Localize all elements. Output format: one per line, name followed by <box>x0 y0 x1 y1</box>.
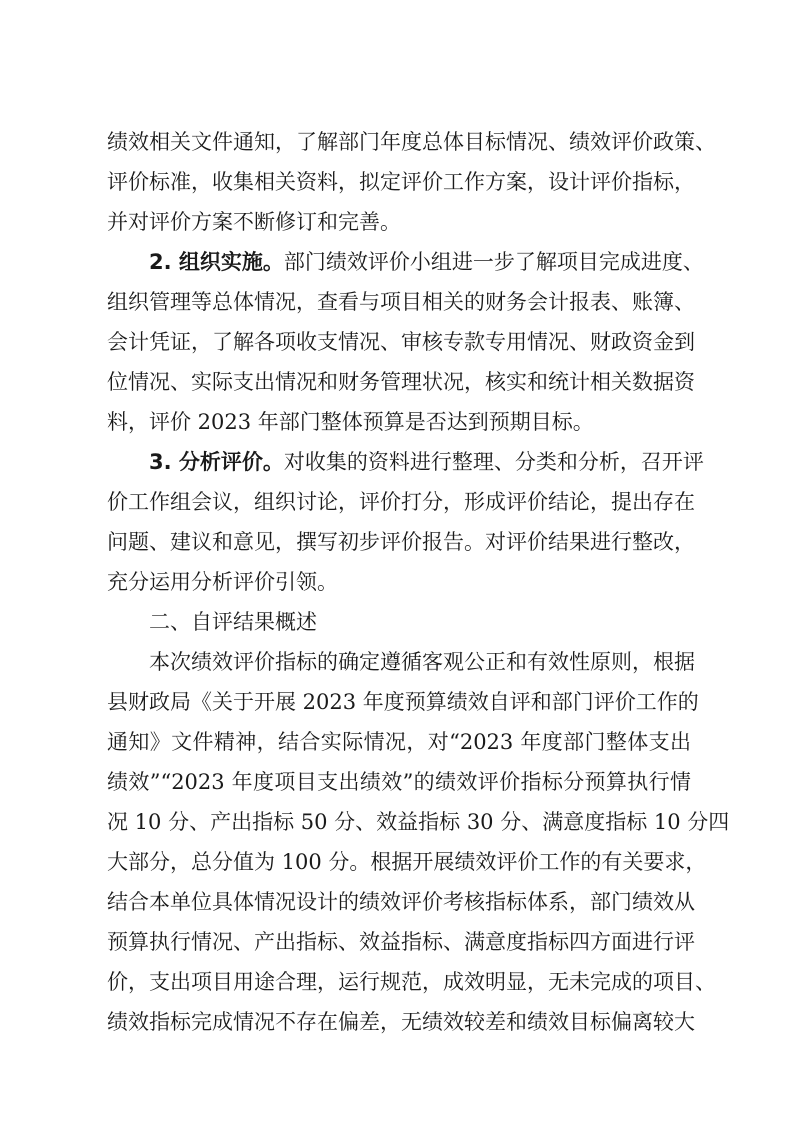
paragraph-line: 县财政局《关于开展 2023 年度预算绩效自评和部门评价工作的 <box>107 690 699 714</box>
paragraph-line: 本次绩效评价指标的确定遵循客观公正和有效性原则，根据 <box>149 650 695 674</box>
paragraph-line: 并对评价方案不断修订和完善。 <box>107 210 401 234</box>
paragraph-line: 会计凭证，了解各项收支情况、审核专款专用情况、财政资金到 <box>107 330 695 354</box>
paragraph-line: 价工作组会议，组织讨论，评价打分，形成评价结论，提出存在 <box>107 490 695 514</box>
paragraph-line: 价，支出项目用途合理，运行规范，成效明显，无未完成的项目、 <box>107 970 716 994</box>
paragraph-line: 况 10 分、产出指标 50 分、效益指标 30 分、满意度指标 10 分四 <box>107 810 730 834</box>
paragraph-line: 预算执行情况、产出指标、效益指标、满意度指标四方面进行评 <box>107 930 695 954</box>
paragraph-line: 绩效”“2023 年度项目支出绩效”的绩效评价指标分预算执行情 <box>107 770 691 794</box>
section-item-title: 2. 组织实施。 <box>149 250 284 274</box>
paragraph-line: 大部分，总分值为 100 分。根据开展绩效评价工作的有关要求， <box>107 850 707 874</box>
section-item-line <box>149 242 704 282</box>
section-item-title: 3. 分析评价。 <box>149 450 284 474</box>
paragraph-line: 充分运用分析评价引领。 <box>107 570 338 594</box>
paragraph-line: 结合本单位具体情况设计的绩效评价考核指标体系，部门绩效从 <box>107 890 695 914</box>
paragraph-text: 对收集的资料进行整理、分类和分析，召开评 <box>283 450 704 474</box>
section-item-line <box>149 442 704 482</box>
paragraph-line: 位情况、实际支出情况和财务管理状况，核实和统计相关数据资 <box>107 370 695 394</box>
paragraph-text: 部门绩效评价小组进一步了解项目完成进度、 <box>283 250 704 274</box>
paragraph-line: 料，评价 2023 年部门整体预算是否达到预期目标。 <box>107 410 594 434</box>
paragraph-line: 问题、建议和意见，撰写初步评价报告。对评价结果进行整改， <box>107 530 695 554</box>
paragraph-line: 绩效相关文件通知，了解部门年度总体目标情况、绩效评价政策、 <box>107 130 716 154</box>
paragraph-line: 通知》文件精神，结合实际情况，对“2023 年度部门整体支出 <box>107 730 691 754</box>
paragraph-line: 评价标准，收集相关资料，拟定评价工作方案，设计评价指标， <box>107 170 695 194</box>
paragraph-line: 绩效指标完成情况不存在偏差，无绩效较差和绩效目标偏离较大 <box>107 1010 695 1034</box>
paragraph-line: 组织管理等总体情况，查看与项目相关的财务会计报表、账簿、 <box>107 290 695 314</box>
section-heading: 二、自评结果概述 <box>149 610 317 634</box>
